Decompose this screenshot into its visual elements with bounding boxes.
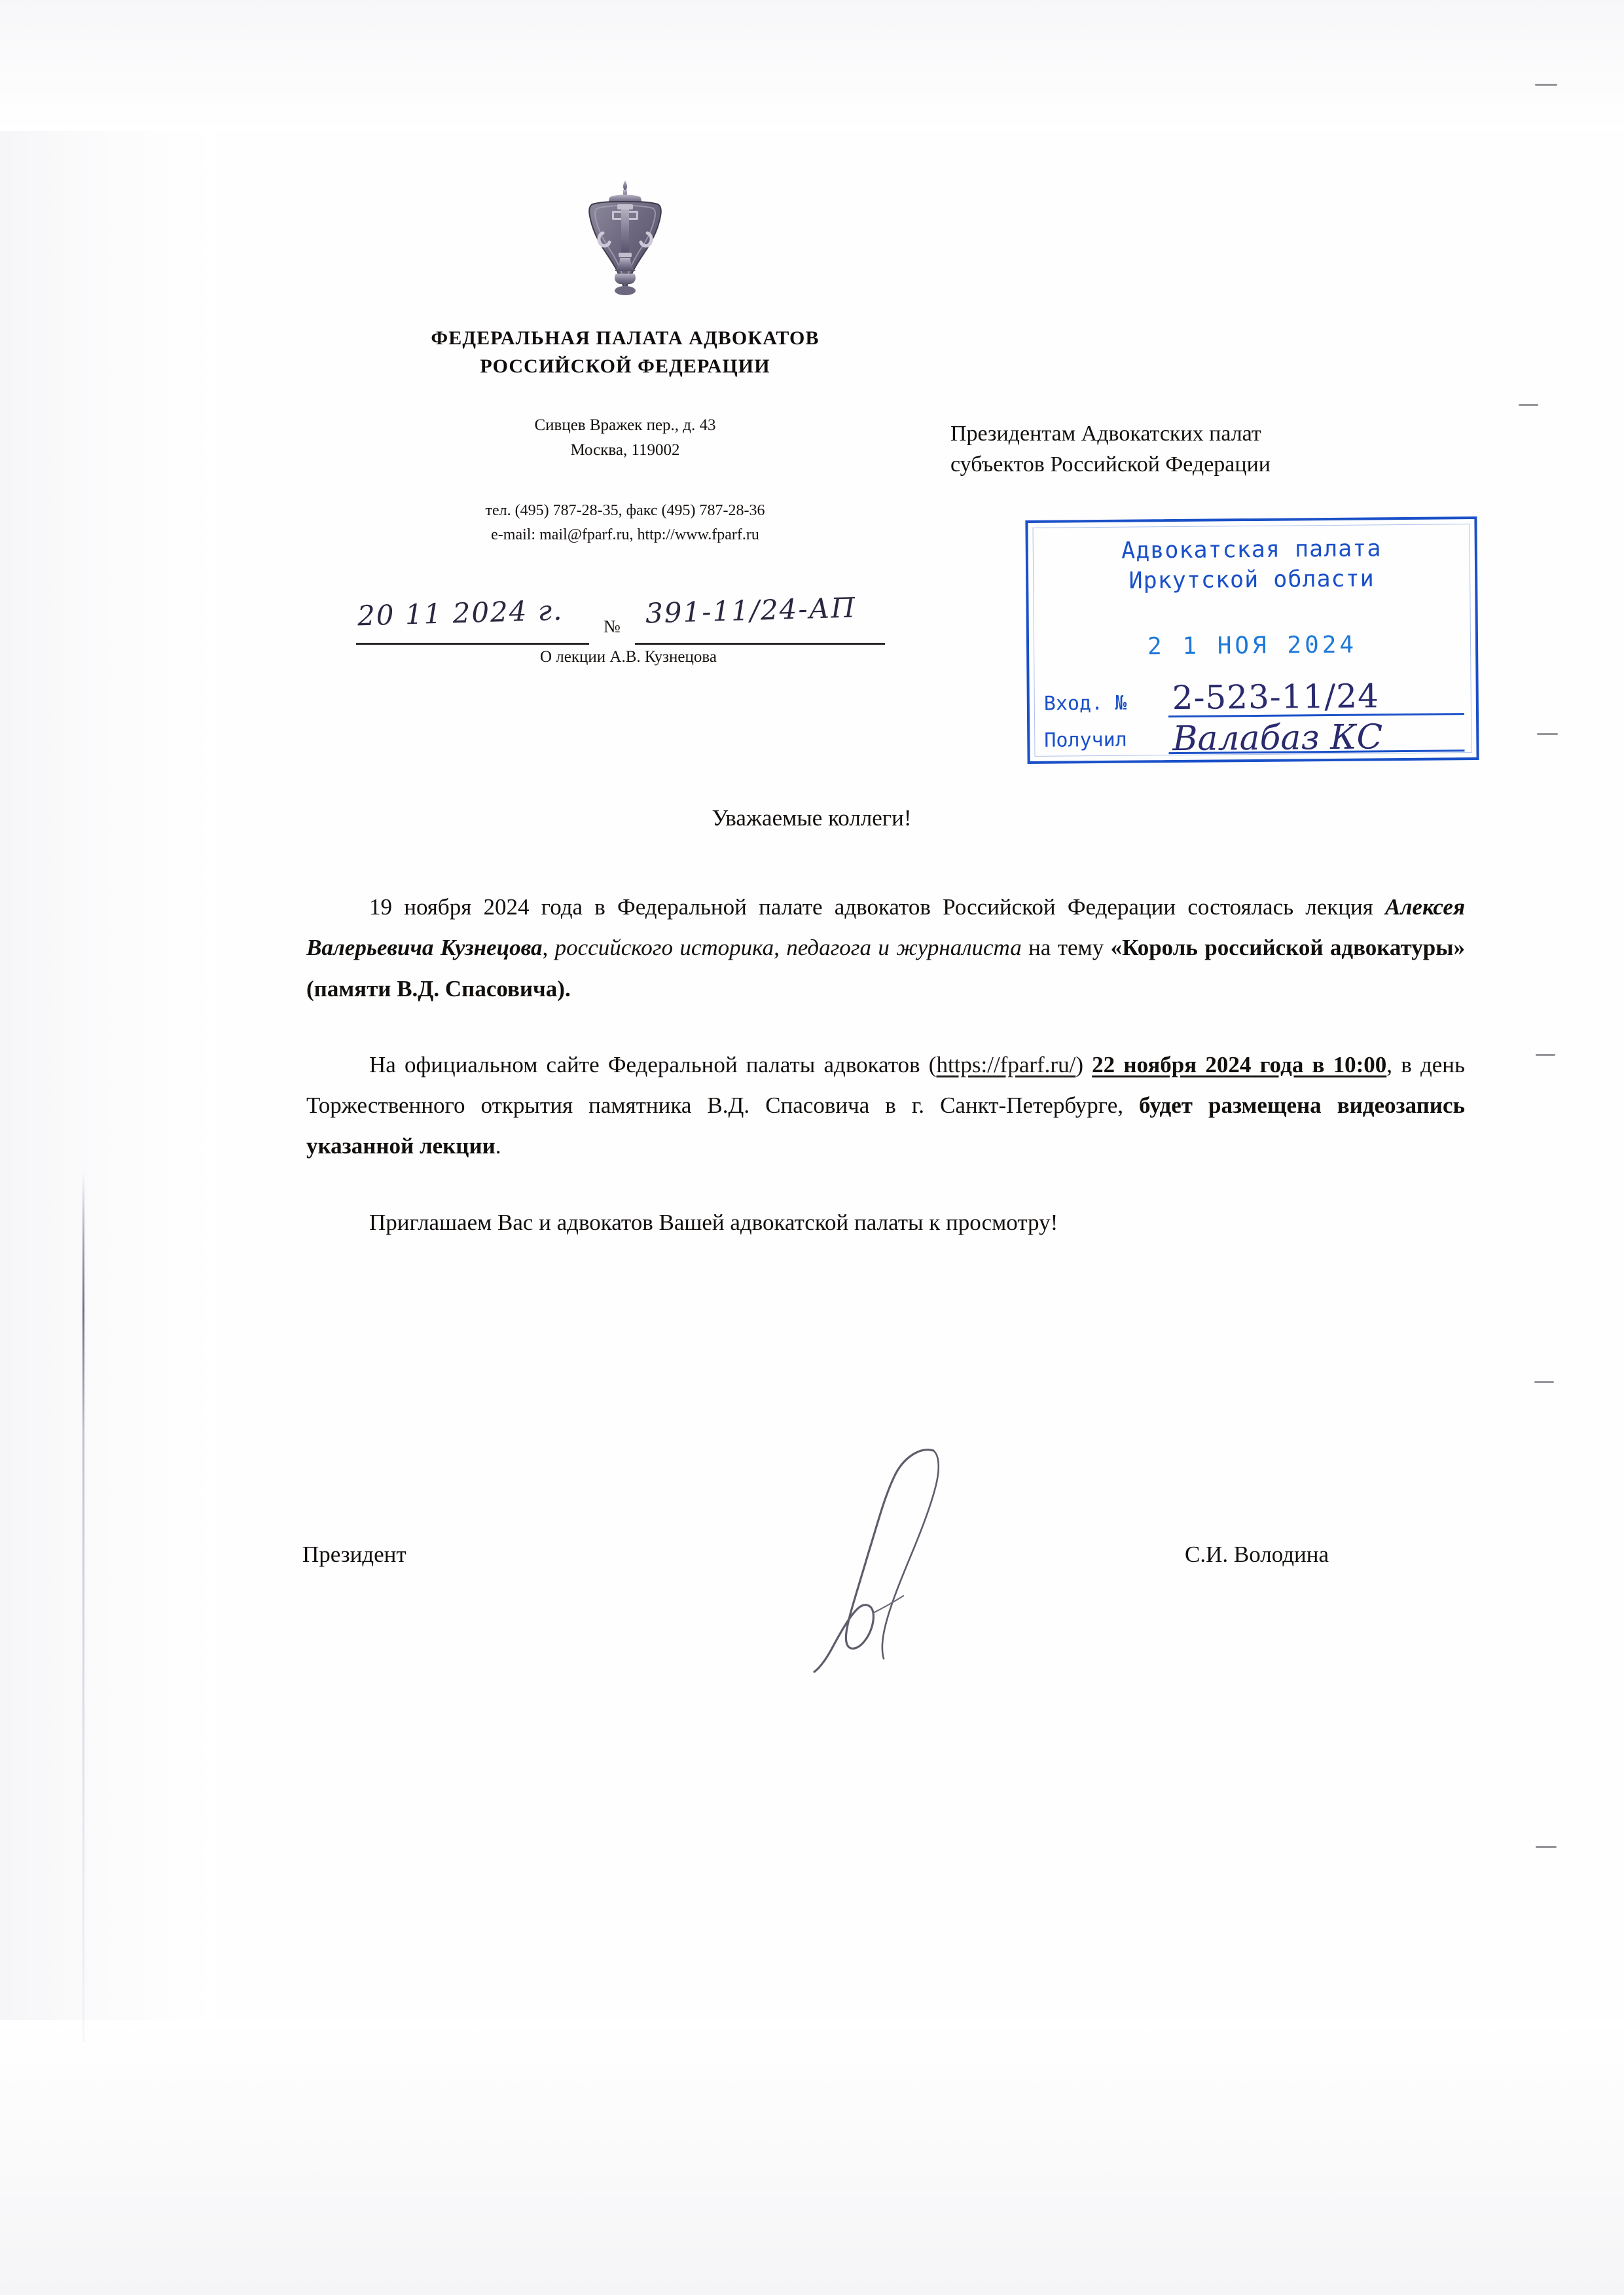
stamp-received-label: Получил (1044, 728, 1127, 752)
letter-body (306, 887, 1465, 1243)
p1-lecturer-name: Алексея Валерьевича Кузнецова (306, 894, 1465, 961)
scan-edge-tick (1536, 1846, 1557, 1848)
p2-period: . (495, 1133, 501, 1159)
address-street: Сивцев Вражек пер., д. 43 (534, 416, 716, 435)
p1-lecturer-description: российского историка, педагога и журналиста (554, 935, 1022, 961)
handwritten-signature-icon (805, 1434, 1001, 1676)
organization-address (353, 413, 897, 462)
organization-title (353, 325, 897, 380)
stamp-org-line-1: Адвокатская палата (1121, 535, 1382, 564)
stamp-date: 2 1 НОЯ 2024 (1147, 631, 1358, 660)
letter-subject: О лекции А.В. Кузнецова (540, 648, 717, 666)
scan-shading-bottom (0, 2020, 1624, 2295)
org-title-line-2: РОССИЙСКОЙ ФЕДЕРАЦИИ (480, 355, 770, 377)
addressee-block (950, 419, 1500, 480)
p2-intro: На официальном сайте Федеральной палаты адвокатов ( (369, 1051, 937, 1077)
organization-contacts (353, 499, 897, 547)
p1-on-topic: на тему (1021, 935, 1111, 961)
addressee-line-1: Президентам Адвокатских палат (950, 422, 1261, 446)
paragraph-invitation: Приглашаем Вас и адвокатов Вашей адвокатской палаты к просмотру! (369, 1209, 1058, 1235)
scan-shading-left (0, 0, 216, 2295)
paragraph-video-publication (306, 1045, 1465, 1167)
scan-edge-tick (1534, 1381, 1554, 1383)
stamp-fields (1043, 677, 1468, 760)
p1-period: . (564, 975, 571, 1002)
registration-date-handwritten: 20 11 2024 г. (357, 594, 564, 632)
org-title-line-1: ФЕДЕРАЛЬНАЯ ПАЛАТА АДВОКАТОВ (431, 327, 820, 349)
scan-edge-tick (1535, 84, 1557, 86)
incoming-registration-stamp (1025, 516, 1479, 764)
scan-shading-top (0, 0, 1624, 131)
stamp-org-line-2: Иркутской области (1128, 565, 1375, 594)
fparf-website-link[interactable]: https://fparf.ru/ (936, 1051, 1076, 1077)
address-city: Москва, 119002 (570, 441, 680, 459)
p1-comma: , (542, 935, 555, 961)
stamp-organization (1028, 533, 1475, 597)
scan-artifact-line (82, 1172, 84, 2042)
scan-edge-tick (1536, 1054, 1555, 1056)
contacts-email-web: e-mail: mail@fparf.ru, http://www.fparf.ru (491, 526, 759, 544)
registration-number-handwritten: 391-11/24-АП (645, 591, 857, 630)
stamp-received-row (1044, 719, 1467, 760)
fpa-shield-emblem-icon (583, 175, 667, 297)
addressee-line-2: субъектов Российской Федерации (950, 452, 1271, 477)
p2-publication-datetime: 22 ноября 2024 года в 10:00 (1092, 1051, 1387, 1077)
stamp-incoming-number-handwritten: 2-523-11/24 (1172, 677, 1380, 717)
p2-video-statement: будет размещена видеозапись указанной лекции (306, 1093, 1465, 1159)
stamp-received-signature: Валабаз КС (1172, 717, 1383, 759)
scan-edge-tick (1537, 733, 1558, 735)
greeting: Уважаемые коллеги! (712, 805, 912, 831)
signatory-name: С.И. Володина (1185, 1542, 1329, 1567)
registration-number-rule (635, 643, 885, 645)
scan-edge-tick (1519, 404, 1538, 406)
p2-close-paren: ) (1075, 1051, 1092, 1077)
paragraph-lecture-announcement (306, 887, 1465, 1009)
signatory-role: Президент (302, 1542, 406, 1567)
stamp-incoming-label: Вход. № (1043, 691, 1127, 715)
registration-date-rule (356, 643, 589, 645)
contacts-phone: тел. (495) 787-28-35, факс (495) 787-28-36 (485, 502, 765, 520)
registration-number-label: № (604, 617, 621, 636)
p1-lecture-title: «Король российской адвокатуры» (памяти В.Д. Спасовича) (306, 935, 1466, 1002)
p1-intro: 19 ноября 2024 года в Федеральной палате адвокатов Российской Федерации состоялась лекция (369, 894, 1386, 920)
p2-middle: , в день Торжественного открытия памятника В.Д. Спасовича в г. Санкт-Петербурге, (306, 1051, 1465, 1119)
letterhead (353, 175, 897, 548)
